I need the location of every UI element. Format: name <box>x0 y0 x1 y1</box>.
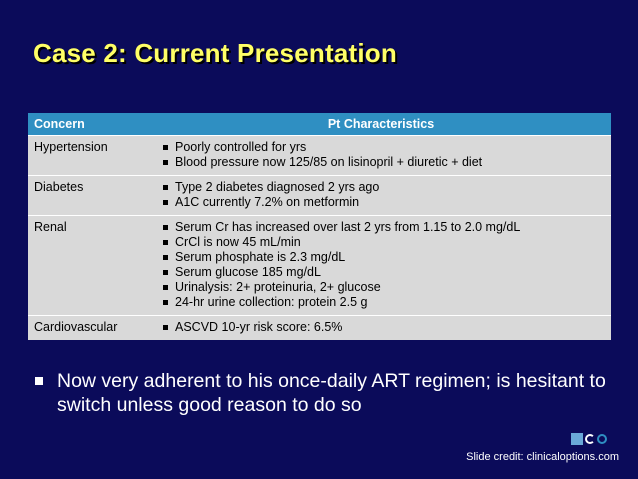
table-row <box>28 215 611 315</box>
clinical-options-logo-icon <box>571 432 615 446</box>
list-item: ASCVD 10-yr risk score: 6.5% <box>161 320 607 335</box>
table-row <box>28 315 611 340</box>
list-item: Serum Cr has increased over last 2 yrs from 1.15 to 2.0 mg/dL <box>161 220 607 235</box>
table-row <box>28 135 611 175</box>
header-pt-characteristics: Pt Characteristics <box>327 117 435 131</box>
list-item: Serum glucose 185 mg/dL <box>161 265 607 280</box>
slide-title: Case 2: Current Presentation <box>33 38 397 68</box>
list-item: Urinalysis: 2+ proteinuria, 2+ glucose <box>161 280 607 295</box>
row-concern: Cardiovascular <box>34 320 118 334</box>
row-concern: Hypertension <box>34 140 108 154</box>
presentation-table <box>28 113 611 340</box>
row-concern: Renal <box>34 220 67 234</box>
row-concern: Diabetes <box>34 180 84 194</box>
row-characteristics <box>151 176 611 215</box>
slide-credit: Slide credit: clinicaloptions.com <box>466 451 619 463</box>
summary-bullet <box>33 369 613 417</box>
row-characteristics <box>151 316 611 340</box>
summary-text: Now very adherent to his once-daily ART regimen; is hesitant to switch unless good reason to do so <box>57 370 606 416</box>
header-concern: Concern <box>34 117 85 131</box>
table-row <box>28 175 611 215</box>
list-item: Blood pressure now 125/85 on lisinopril + diuretic + diet <box>161 155 607 170</box>
list-item: Type 2 diabetes diagnosed 2 yrs ago <box>161 180 607 195</box>
list-item: CrCl is now 45 mL/min <box>161 235 607 250</box>
list-item: A1C currently 7.2% on metformin <box>161 195 607 210</box>
table-header <box>28 113 611 135</box>
list-item: Poorly controlled for yrs <box>161 140 607 155</box>
row-characteristics <box>151 216 611 315</box>
list-item: Serum phosphate is 2.3 mg/dL <box>161 250 607 265</box>
row-characteristics <box>151 136 611 175</box>
list-item: 24-hr urine collection: protein 2.5 g <box>161 295 607 310</box>
bullet-square-icon <box>35 377 43 385</box>
